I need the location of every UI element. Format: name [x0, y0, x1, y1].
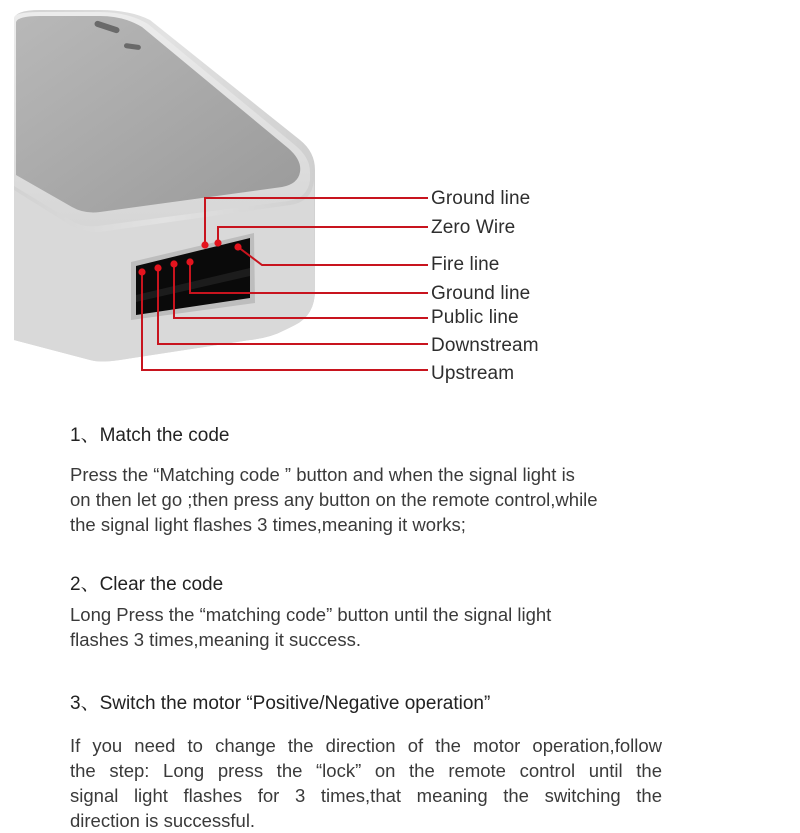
text-line: on then let go ;then press any button on the remote control,while — [70, 489, 598, 510]
pin-dot-ground-bottom — [186, 258, 193, 265]
text-line: Long Press the “matching code” button until the signal light — [70, 604, 552, 625]
paragraph-clear-code — [70, 602, 670, 652]
text-line: the step: Long press the “lock” on the remote control until the — [70, 760, 662, 781]
heading-clear-code: 2、Clear the code — [70, 574, 224, 595]
pin-dot-fire-line — [234, 243, 241, 250]
section-clear-code — [70, 573, 670, 597]
pin-dot-upstream — [138, 268, 145, 275]
pin-dot-public-line — [170, 260, 177, 267]
text-line: the signal light flashes 3 times,meaning it works; — [70, 514, 466, 535]
section-match-code — [70, 424, 670, 448]
label-ground-line-bottom: Ground line — [431, 283, 531, 304]
text-line: If you need to change the direction of the motor operation,follow — [70, 735, 662, 756]
pin-dot-downstream — [154, 264, 161, 271]
paragraph-match-code — [70, 462, 670, 537]
pin-dot-zero-wire — [214, 239, 221, 246]
label-fire-line: Fire line — [431, 254, 500, 275]
heading-switch-motor: 3、Switch the motor “Positive/Negative operation” — [70, 693, 491, 714]
pin-dot-ground-top — [201, 241, 208, 248]
label-downstream: Downstream — [431, 335, 539, 356]
heading-match-code: 1、Match the code — [70, 425, 230, 446]
label-ground-line-top: Ground line — [431, 188, 531, 209]
text-line: Press the “Matching code ” button and when the signal light is — [70, 464, 575, 485]
text-line: signal light flashes for 3 times,that meaning the switching the — [70, 785, 662, 806]
paragraph-switch-motor — [70, 733, 662, 833]
label-public-line: Public line — [431, 307, 519, 328]
section-switch-motor — [70, 692, 670, 716]
label-zero-wire: Zero Wire — [431, 217, 516, 238]
text-line: flashes 3 times,meaning it success. — [70, 629, 361, 650]
device-illustration — [0, 0, 800, 400]
label-upstream: Upstream — [431, 363, 515, 384]
text-line: direction is successful. — [70, 810, 256, 831]
